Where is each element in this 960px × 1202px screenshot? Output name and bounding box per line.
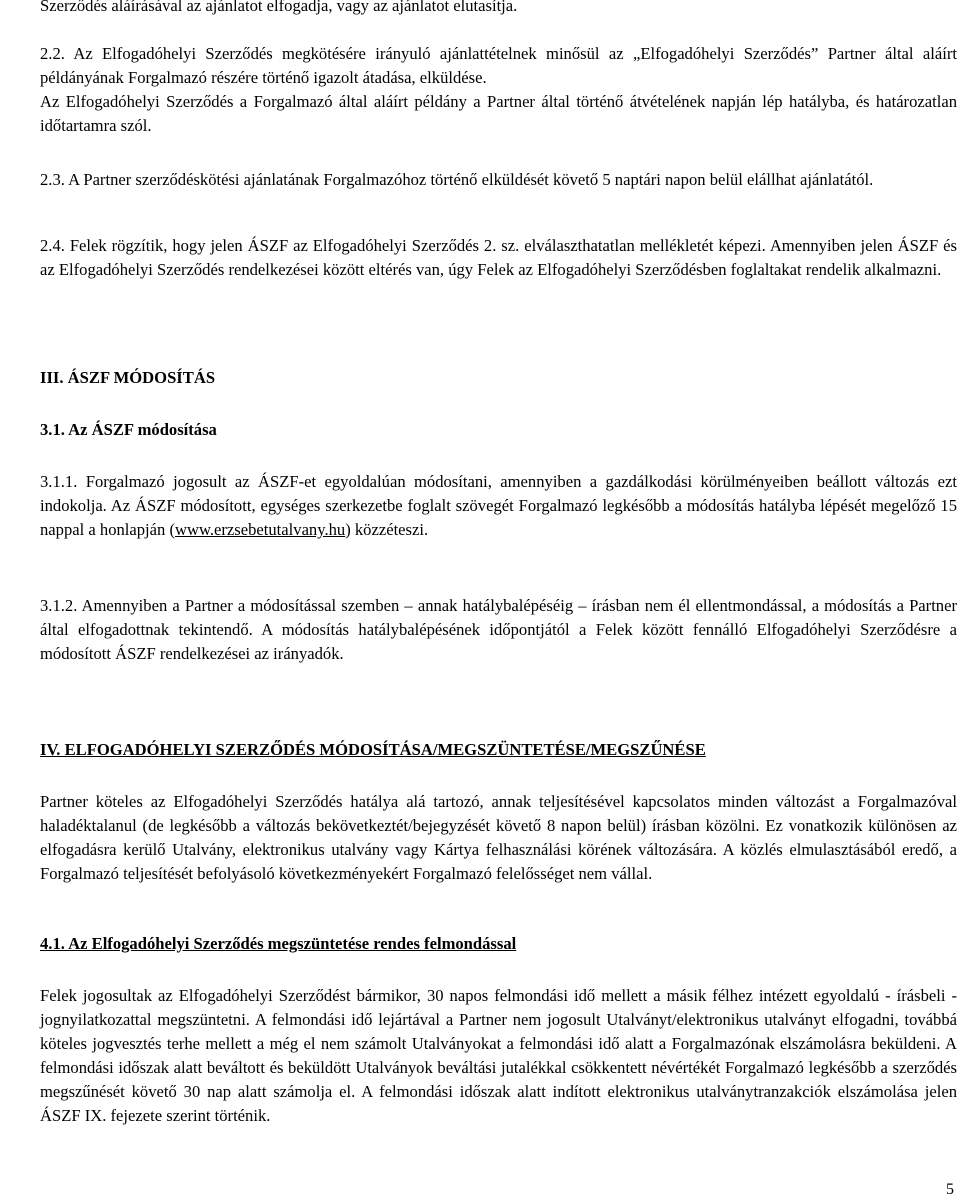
paragraph-IV: [40, 790, 957, 886]
paragraph-3-1-1: [40, 470, 957, 542]
subsection-title: [40, 932, 957, 956]
section-heading-3-1: [40, 418, 957, 442]
paragraph-text: Partner köteles az Elfogadóhelyi Szerződés hatálya alá tartozó, annak teljesítésével kapcsolatos minden változást a Forgalmazóval haladéktalanul (de legkésőbb a változás bekövetkeztét/bejegyzését követő 8 napon belül) írásban közölni. Ez vonatkozik különösen az elfogadásra kerülő Utalvány, elektronikus utalvány vagy Kártya felhasználási körének változására. A közlés elmulasztásából eredő, a Forgalmazó teljesítését befolyásoló következményekért Forgalmazó felelősséget nem vállal.: [40, 792, 957, 883]
subsection-title: 3.1. Az ÁSZF módosítása: [40, 420, 217, 439]
website-link[interactable]: www.erzsebetutalvany.hu: [175, 520, 346, 539]
paragraph-2-4: [40, 234, 957, 282]
section-title: IV. ELFOGADÓHELYI SZERZŐDÉS MÓDOSÍTÁSA/MEGSZÜNTETÉSE/MEGSZŰNÉSE: [40, 740, 706, 759]
paragraph-text: 3.1.2. Amennyiben a Partner a módosítással szemben – annak hatálybalépéséig – írásban nem él ellentmondással, a módosítás a Partner által elfogadottnak tekintendő. A módosítás hatálybalépésének időpontjától a Felek között fennálló Elfogadóhelyi Szerződésre a módosított ÁSZF rendelkezései az irányadók.: [40, 596, 957, 663]
paragraph-text: [40, 470, 957, 542]
paragraph-4-1: [40, 984, 957, 1128]
section-title: III. ÁSZF MÓDOSÍTÁS: [40, 368, 216, 387]
paragraph-2-2b: [40, 90, 957, 138]
section-heading-4-1: [40, 932, 957, 956]
paragraph-3-1-2: [40, 594, 957, 666]
subsection-title-text: 4.1. Az Elfogadóhelyi Szerződés megszüntetése rendes felmondással: [40, 934, 517, 953]
section-heading-III: [40, 366, 957, 390]
paragraph-2-3: [40, 168, 957, 192]
page-number: 5: [946, 1181, 954, 1198]
paragraph-text: 2.4. Felek rögzítik, hogy jelen ÁSZF az Elfogadóhelyi Szerződés 2. sz. elválaszthatatlan mellékletét képezi. Amennyiben jelen ÁSZF és az Elfogadóhelyi Szerződés rendelkezései között eltérés van, úgy Felek az Elfogadóhelyi Szerződésben foglaltakat rendelik alkalmazni.: [40, 236, 957, 279]
paragraph-text-start: 3.1.1. Forgalmazó jogosult az ÁSZF-et egyoldalúan módosítani, amennyiben a gazdálkodási körülményeiben beállott változás ezt indokolja. Az ÁSZF módosított, egységes szerkezetbe foglalt szövegét Forgalmazó legkésőbb a módosítás hatályba lépését megelőző 15 nappal a honlapján (: [40, 472, 957, 539]
paragraph-text: Az Elfogadóhelyi Szerződés a Forgalmazó által aláírt példány a Partner által történő átvételének napján lép hatályba, és határozatlan időtartamra szól.: [40, 92, 957, 135]
paragraph-text: 2.3. A Partner szerződéskötési ajánlatának Forgalmazóhoz történő elküldését követő 5 naptári napon belül elállhat ajánlatától.: [40, 170, 874, 189]
paragraph-text-end: ) közzéteszi.: [345, 520, 429, 539]
paragraph-intro: [40, 0, 957, 18]
paragraph-text: Szerződés aláírásával az ajánlatot elfogadja, vagy az ajánlatot elutasítja.: [40, 0, 518, 15]
section-heading-IV: [40, 738, 957, 762]
paragraph-2-2a: [40, 42, 957, 90]
paragraph-text: Felek jogosultak az Elfogadóhelyi Szerződést bármikor, 30 napos felmondási idő mellett a másik félhez intézett egyoldalú - írásbeli - jognyilatkozattal megszüntetni. A felmondási idő lejártával a Partner nem jogosult Utalványt/elektronikus utalványt elfogadni, továbbá köteles jogvesztés terhe mellett a még el nem számolt Utalványokat a felmondási idő alatt a Forgalmazónak elszámolásra beküldeni. A felmondási időszak alatt beváltott és beküldött Utalványok beváltási jutalékkal csökkentett névértékét Forgalmazó legkésőbb a szerződés megszűnését követő 30 nap alatt számolja el. A felmondási időszak alatt indított elektronikus utalványtranzakciók elszámolása jelen ÁSZF IX. fejezete szerint történik.: [40, 986, 957, 1125]
paragraph-text: 2.2. Az Elfogadóhelyi Szerződés megkötésére irányuló ajánlattételnek minősül az „Elfogadóhelyi Szerződés” Partner által aláírt példányának Forgalmazó részére történő igazolt átadása, elküldése.: [40, 44, 957, 87]
